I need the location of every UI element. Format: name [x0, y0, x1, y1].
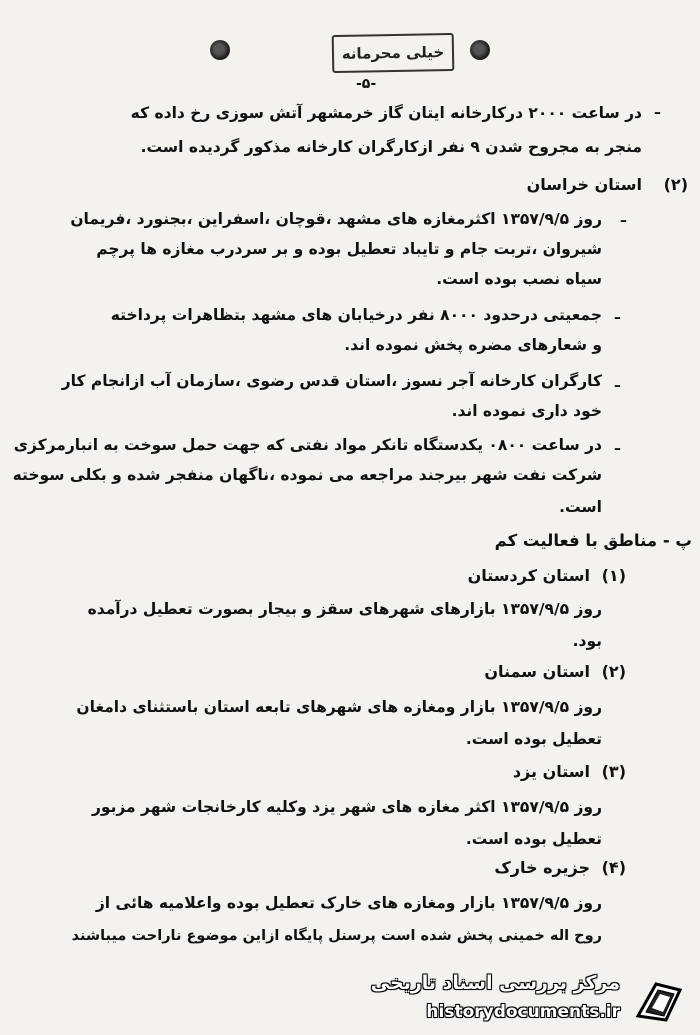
khorasan-item3-line1: کارگران کارخانه آجر نسوز ،استان قدس رضوی ،سازمان آب ازانجام کار	[61, 372, 602, 390]
intro-line-1: در ساعت ۲۰۰۰ درکارخانه ایتان گاز خرمشهر آتش سوزی رخ داده که	[130, 104, 642, 122]
khorasan-item2-line1: جمعیتی درحدود ۸۰۰۰ نفر درخیابان های مشهد بتظاهرات پرداخته	[110, 306, 602, 324]
kharg-line1: روز ۱۳۵۷/۹/۵ بازار ومغازه های خارک تعطیل بوده واعلامیه هائی از	[95, 894, 602, 912]
kharg-line2: روح اله خمینی پخش شده است پرسنل پایگاه ازاین موضوع ناراحت میباشند	[71, 928, 602, 944]
khorasan-item3-line2: خود داری نموده اند.	[451, 402, 602, 420]
kurdistan-title: استان کردستان	[467, 566, 590, 585]
archive-logo-icon	[632, 976, 686, 1024]
bullet-dash: ـ	[620, 208, 626, 226]
bullet-dash: ـ	[654, 100, 660, 118]
bullet-dash: ـ	[614, 436, 620, 454]
semnan-number: (۲)	[601, 662, 626, 681]
khorasan-title: استان خراسان	[526, 175, 642, 194]
khorasan-item4-line1: در ساعت ۰۸۰۰ یکدستگاه تانکر مواد نفتی که جهت حمل سوخت به انبارمرکزی	[13, 436, 602, 454]
kurdistan-line2: بود.	[572, 632, 602, 650]
yazd-line1: روز ۱۳۵۷/۹/۵ اکثر مغازه های شهر یزد وکلیه کارخانجات شهر مزبور	[91, 798, 602, 816]
khorasan-item4-line2: شرکت نفت شهر بیرجند مراجعه می نموده ،ناگهان منفجر شده و بکلی سوخته	[12, 466, 602, 484]
semnan-line1: روز ۱۳۵۷/۹/۵ بازار ومغازه های شهرهای تابعه استان باستثنای دامغان	[76, 698, 602, 716]
kurdistan-number: (۱)	[601, 566, 626, 585]
khorasan-item1-line2: شیروان ،تربت جام و تایباد تعطیل بوده و بر سردرب مغازه ها پرچم	[96, 240, 602, 258]
watermark-title: مرکز بررسی اسناد تاریخی	[370, 972, 620, 994]
khorasan-item1-line1: روز ۱۳۵۷/۹/۵ اکثرمغازه های مشهد ،قوچان ،اسفراین ،بجنورد ،فریمان	[70, 210, 602, 228]
khorasan-number: (۲)	[663, 175, 688, 194]
intro-line-2: منجر به مجروح شدن ۹ نفر ازکارگران کارخانه مذکور گردیده است.	[140, 138, 642, 156]
kharg-number: (۴)	[601, 858, 626, 877]
khorasan-item4-line3: است.	[559, 498, 602, 516]
watermark-url: historydocuments.ir	[426, 1002, 620, 1022]
watermark	[370, 972, 690, 1028]
semnan-line2: تعطیل بوده است.	[465, 730, 602, 748]
kharg-title: جزیره خارک	[494, 858, 590, 877]
bullet-dash: ـ	[614, 373, 620, 391]
page-number: -۵-	[356, 76, 377, 92]
section-p-title: پ - مناطق با فعالیت کم	[494, 531, 692, 550]
punch-hole-left	[210, 40, 230, 60]
bullet-dash: ـ	[614, 305, 620, 323]
yazd-number: (۳)	[601, 762, 626, 781]
classification-stamp: خیلی محرمانه	[332, 33, 455, 73]
punch-hole-right	[470, 40, 490, 60]
yazd-title: استان یزد	[512, 762, 590, 781]
khorasan-item2-line2: و شعارهای مضره پخش نموده اند.	[344, 336, 602, 354]
kurdistan-line1: روز ۱۳۵۷/۹/۵ بازارهای شهرهای سقز و بیجار بصورت تعطیل درآمده	[87, 600, 602, 618]
khorasan-item1-line3: سیاه نصب بوده است.	[436, 270, 602, 288]
yazd-line2: تعطیل بوده است.	[465, 830, 602, 848]
semnan-title: استان سمنان	[484, 662, 590, 681]
